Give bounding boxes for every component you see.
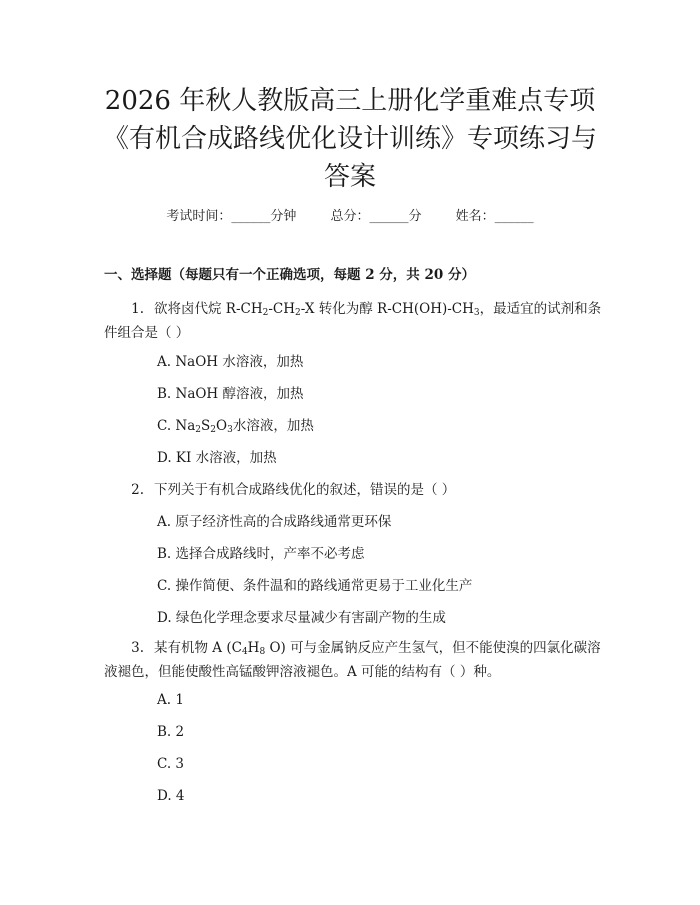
question-3-option-d[interactable]: D. 4	[157, 788, 185, 804]
exam-meta	[0, 205, 700, 224]
question-2: 2. 下列关于有机合成路线优化的叙述，错误的是（ ）	[104, 478, 604, 502]
question-3-option-a[interactable]: A. 1	[157, 692, 184, 708]
time-blank[interactable]: ______	[231, 209, 271, 224]
title-line-2: 《有机合成路线优化设计训练》专项练习与	[102, 124, 597, 154]
score-blank[interactable]: ______	[369, 209, 409, 224]
name-field: 姓名：______	[455, 209, 534, 224]
question-number: 1.	[131, 301, 144, 317]
question-1-option-d[interactable]: D. KI 水溶液，加热	[157, 450, 277, 466]
title-line-3: 答案	[323, 162, 376, 192]
question-1: 1. 欲将卤代烷 $R-CH_2-CH_2-X$ 转化为醇 $R-CH(OH)-CH_3$，最适宜的试剂和条件组合是（ ）	[104, 297, 604, 345]
question-1-option-b[interactable]: B. NaOH 醇溶液，加热	[157, 386, 304, 402]
question-2-option-a[interactable]: A. 原子经济性高的合成路线通常更环保	[157, 514, 392, 530]
question-1-option-c[interactable]: C. $Na_2S_2O_3$水溶液，加热	[157, 418, 314, 435]
section-heading: 一、选择题（每题只有一个正确选项，每题 2 分，共 20 分）	[104, 267, 475, 283]
document-title	[60, 82, 640, 196]
name-blank[interactable]: ______	[494, 209, 534, 224]
question-2-option-b[interactable]: B. 选择合成路线时，产率不必考虑	[157, 546, 365, 562]
question-2-option-c[interactable]: C. 操作简便、条件温和的路线通常更易于工业化生产	[157, 578, 473, 594]
question-3-option-c[interactable]: C. 3	[157, 756, 185, 772]
title-line-1: 2026 年秋人教版高三上册化学重难点专项	[104, 86, 596, 116]
question-number: 3.	[131, 640, 144, 656]
question-3-option-b[interactable]: B. 2	[157, 724, 185, 740]
question-1-option-a[interactable]: A. NaOH 水溶液，加热	[157, 354, 304, 370]
question-number: 2.	[131, 482, 144, 498]
question-3: 3. 某有机物 A ($C_4H_8$ O) 可与金属钠反应产生氢气，但不能使溴的四氯化碳溶液褪色，但能使酸性高锰酸钾溶液褪色。A 可能的结构有（ ）种。	[104, 636, 604, 684]
time-field: 考试时间：______分钟	[166, 209, 297, 224]
score-field: 总分：______分	[330, 209, 422, 224]
question-2-option-d[interactable]: D. 绿色化学理念要求尽量减少有害副产物的生成	[157, 610, 446, 626]
